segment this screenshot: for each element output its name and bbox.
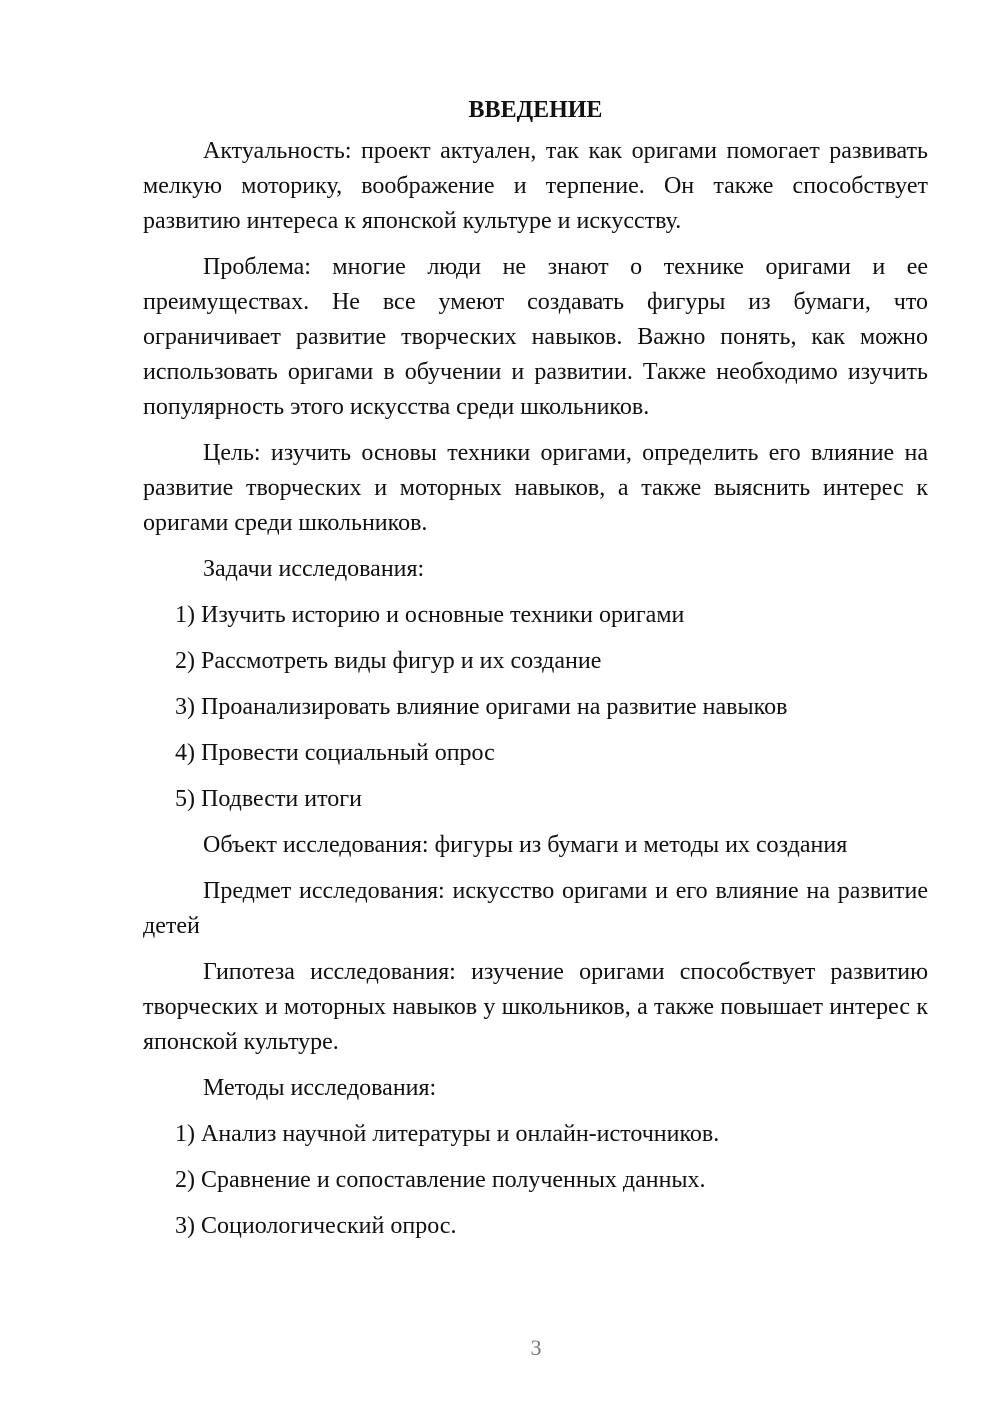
page-content: [143, 93, 928, 1255]
object-line: Объект исследования: фигуры из бумаги и методы их создания: [203, 832, 848, 858]
tasks-title: Задачи исследования:: [203, 556, 425, 582]
section-heading: ВВЕДЕНИЕ: [468, 97, 603, 123]
relevance-paragraph: Актуальность: проект актуален, так как оригами помогает развивать мелкую моторику, воображение и терпение. Он также способствует развитию интереса к японской культуре и искусству.: [143, 138, 928, 234]
task-item: 5) Подвести итоги: [175, 786, 362, 812]
task-item: 3) Проанализировать влияние оригами на развитие навыков: [175, 694, 788, 720]
task-item: 4) Провести социальный опрос: [175, 740, 495, 766]
goal-paragraph: Цель: изучить основы техники оригами, определить его влияние на развитие творческих и моторных навыков, а также выяснить интерес к оригами среди школьников.: [143, 440, 928, 536]
method-item: 2) Сравнение и сопоставление полученных данных.: [175, 1167, 706, 1193]
task-item: 2) Рассмотреть виды фигур и их создание: [175, 648, 602, 674]
methods-title: Методы исследования:: [203, 1075, 437, 1101]
method-item: 3) Социологический опрос.: [175, 1213, 457, 1239]
hypothesis-paragraph: Гипотеза исследования: изучение оригами способствует развитию творческих и моторных навыков у школьников, а также повышает интерес к японской культуре.: [143, 959, 928, 1055]
page-number: 3: [530, 1335, 542, 1360]
problem-paragraph: Проблема: многие люди не знают о технике оригами и ее преимуществах. Не все умеют создавать фигуры из бумаги, что ограничивает развитие творческих навыков. Важно понять, как можно использовать оригами в обучении и развитии. Также необходимо изучить популярность этого искусства среди школьников.: [143, 254, 928, 420]
subject-paragraph: Предмет исследования: искусство оригами и его влияние на развитие детей: [143, 878, 928, 939]
task-item: 1) Изучить историю и основные техники оригами: [175, 602, 685, 628]
method-item: 1) Анализ научной литературы и онлайн-источников.: [175, 1121, 720, 1147]
